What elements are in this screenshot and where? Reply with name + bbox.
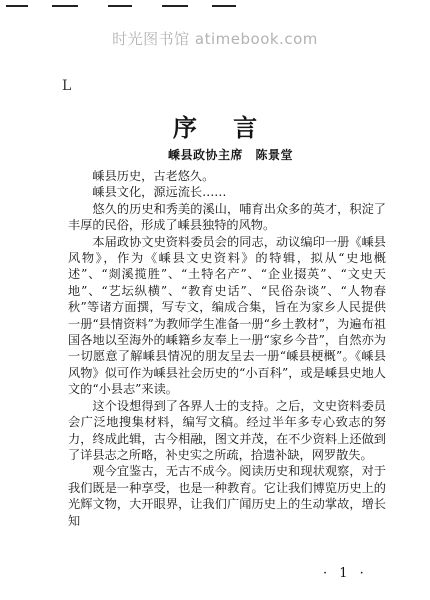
scan-top-rule	[212, 5, 236, 7]
paragraph: 嵊县文化，源远流长……	[92, 185, 227, 200]
paragraph: 悠久的历史和秀美的溪山，哺育出众多的英才，积淀了丰厚的民俗，形成了嵊县独特的风物。	[68, 201, 386, 233]
author-byline: 嵊县政协主席 陈景堂	[168, 148, 294, 162]
scan-top-rule	[162, 5, 188, 7]
page-title: 序 言	[172, 113, 272, 142]
site-watermark: 时光图书馆 atimebook.com	[112, 30, 318, 48]
scan-top-rule	[108, 5, 132, 7]
page-number: · 1 ·	[323, 566, 368, 581]
scan-top-rule	[52, 5, 78, 7]
paragraph: 本届政协文史资料委员会的同志，动议编印一册《嵊县风物》，作为《嵊县文史资料》的特辑，拟从“史地概述”、“剡溪揽胜”、“土特名产”、“企业掇英”、“文史天地”、“艺坛纵横”、“教育史话”、“民俗杂谈”、“人物春秋”等诸方面撰，写专文，编成合集，旨在为家乡人民提供一册“县情资料”为教师学生准备一册“乡土教材”，为遍布祖国各地以至海外的嵊籍乡友奉上一册“家乡今昔”，自然亦为一切愿意了解嵊县情况的朋友呈去一册“嵊县梗概”。《嵊县风物》似可作为嵊县社会历史的“小百科”，或是嵊县史地人文的“小县志”来读。	[68, 234, 386, 397]
paragraph: 这个设想得到了各界人士的支持。之后，文史资料委员会广泛地搜集材料，编写文稿。经过半年多专心致志的努力，终成此辑，古今相融，图文并茂，在不少资料上还做到了详县志之所略，补史实之所疏，拾遗补缺，网罗散失。	[68, 398, 386, 462]
paragraph: 观今宜鉴古，无古不成今。阅读历史和现状观察，对于我们既是一种享受，也是一种教育。它让我们博览历史上的光辉文物，大开眼界，让我们广闻历史上的生动掌故，增长知	[68, 464, 386, 528]
body-text	[68, 168, 386, 529]
paragraph: 嵊县历史，古老悠久。	[92, 169, 215, 183]
margin-mark: L	[62, 78, 72, 94]
scan-top-rule	[6, 5, 28, 7]
